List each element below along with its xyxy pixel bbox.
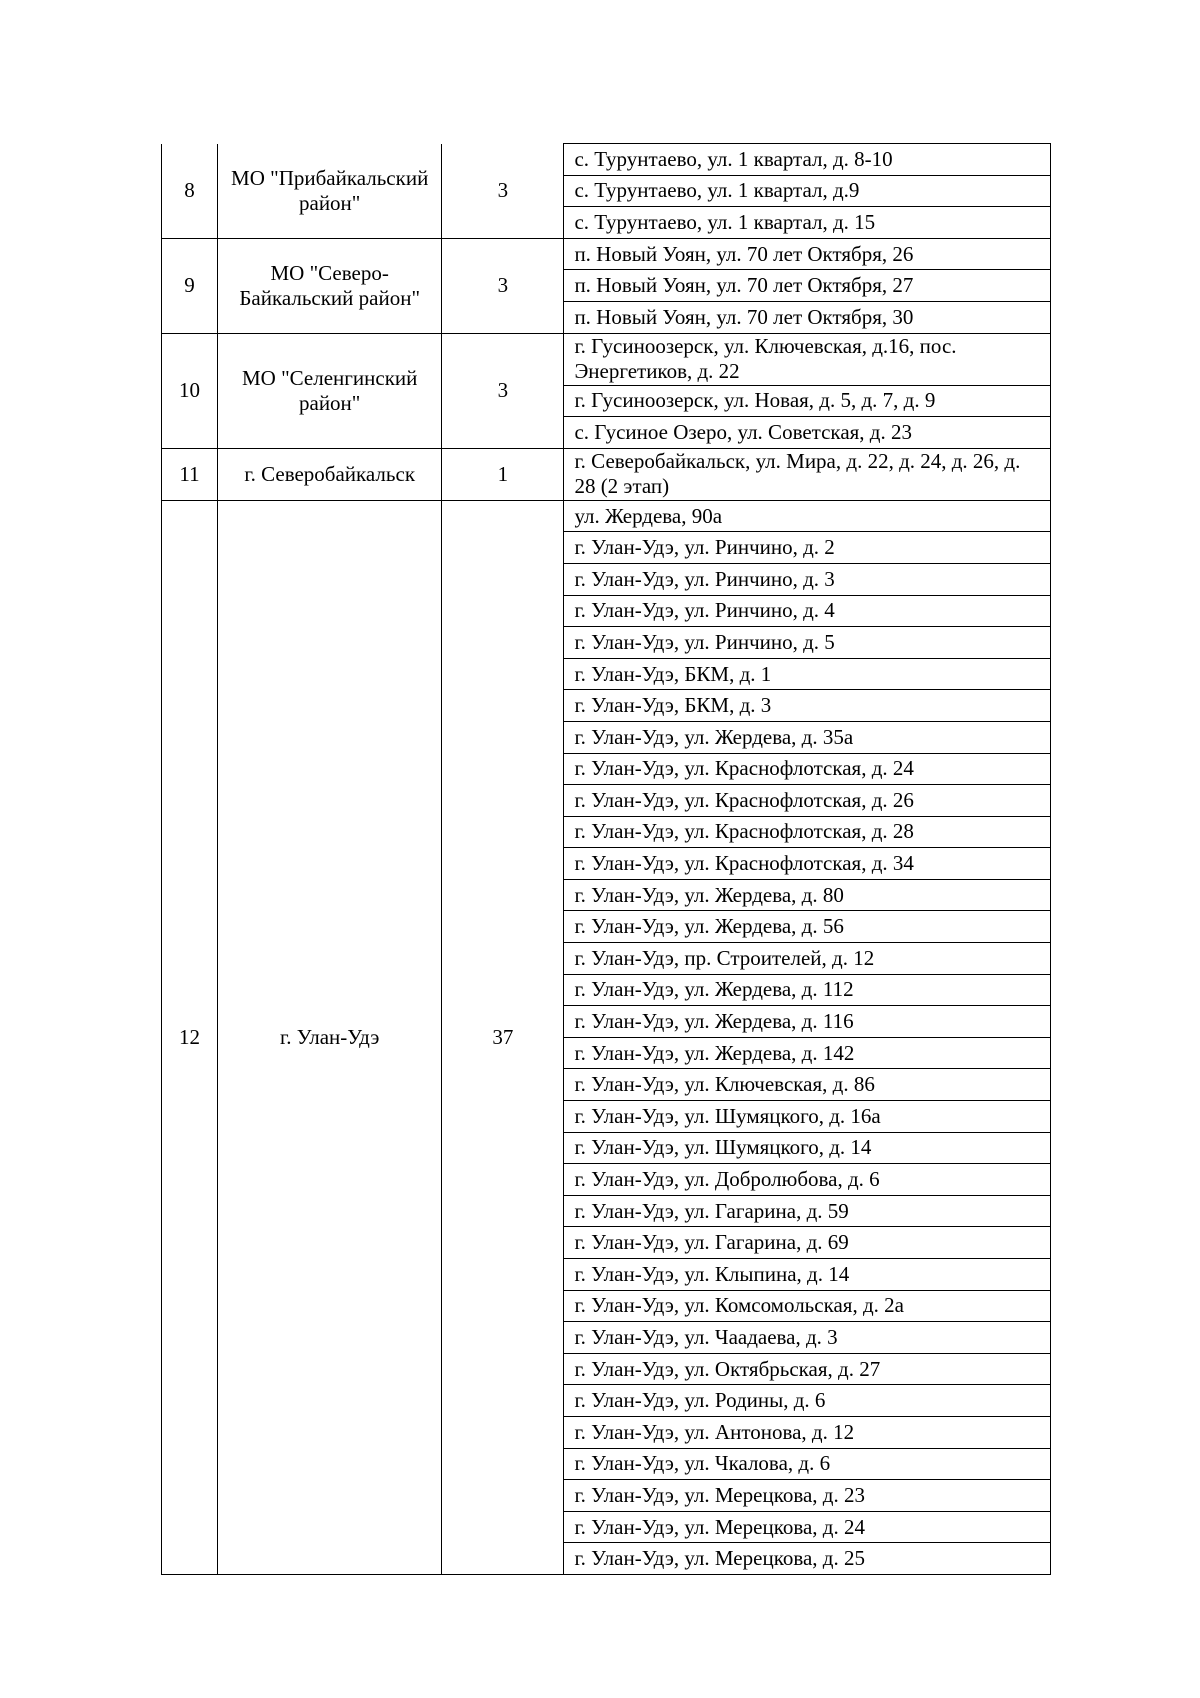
address-cell: г. Улан-Удэ, ул. Ринчино, д. 3: [564, 563, 1051, 595]
building-count: 37: [442, 500, 564, 1574]
table-row: [162, 448, 1051, 500]
address-cell: с. Гусиное Озеро, ул. Советская, д. 23: [564, 417, 1051, 449]
address-cell: г. Улан-Удэ, ул. Октябрьская, д. 27: [564, 1353, 1051, 1385]
address-cell: ул. Жердева, 90а: [564, 500, 1051, 532]
address-cell: г. Улан-Удэ, ул. Жердева, д. 80: [564, 879, 1051, 911]
row-number: 8: [162, 144, 218, 239]
address-cell: п. Новый Уоян, ул. 70 лет Октября, 26: [564, 238, 1051, 270]
address-table: [161, 143, 1051, 1575]
address-cell: г. Улан-Удэ, ул. Шумяцкого, д. 16а: [564, 1101, 1051, 1133]
address-cell: г. Улан-Удэ, ул. Мерецкова, д. 24: [564, 1511, 1051, 1543]
address-cell: с. Турунтаево, ул. 1 квартал, д. 15: [564, 207, 1051, 239]
address-cell: г. Улан-Удэ, ул. Ключевская, д. 86: [564, 1069, 1051, 1101]
address-cell: г. Улан-Удэ, ул. Чкалова, д. 6: [564, 1448, 1051, 1480]
address-cell: г. Улан-Удэ, ул. Жердева, д. 142: [564, 1037, 1051, 1069]
address-cell: г. Улан-Удэ, ул. Родины, д. 6: [564, 1385, 1051, 1417]
address-cell: г. Улан-Удэ, ул. Мерецкова, д. 23: [564, 1480, 1051, 1512]
municipality-name: МО "Селенгинский район": [218, 333, 442, 448]
address-cell: г. Улан-Удэ, ул. Чаадаева, д. 3: [564, 1322, 1051, 1354]
address-cell: г. Улан-Удэ, ул. Жердева, д. 116: [564, 1006, 1051, 1038]
address-cell: г. Улан-Удэ, ул. Жердева, д. 56: [564, 911, 1051, 943]
table-body: [162, 144, 1051, 1575]
address-cell: г. Северобайкальск, ул. Мира, д. 22, д. 24, д. 26, д. 28 (2 этап): [564, 448, 1051, 500]
table-row: [162, 238, 1051, 270]
row-number: 11: [162, 448, 218, 500]
table-row: [162, 333, 1051, 385]
building-count: 3: [442, 144, 564, 239]
address-cell: г. Улан-Удэ, БКМ, д. 1: [564, 658, 1051, 690]
address-cell: г. Улан-Удэ, ул. Жердева, д. 35а: [564, 721, 1051, 753]
address-cell: г. Улан-Удэ, ул. Гагарина, д. 59: [564, 1195, 1051, 1227]
address-cell: п. Новый Уоян, ул. 70 лет Октября, 30: [564, 301, 1051, 333]
municipality-name: МО "Северо-Байкальский район": [218, 238, 442, 333]
address-cell: с. Турунтаево, ул. 1 квартал, д. 8-10: [564, 144, 1051, 176]
building-count: 3: [442, 333, 564, 448]
address-cell: г. Улан-Удэ, ул. Антонова, д. 12: [564, 1416, 1051, 1448]
address-cell: г. Улан-Удэ, ул. Шумяцкого, д. 14: [564, 1132, 1051, 1164]
address-cell: г. Улан-Удэ, ул. Краснофлотская, д. 34: [564, 848, 1051, 880]
address-cell: г. Гусиноозерск, ул. Ключевская, д.16, пос. Энергетиков, д. 22: [564, 333, 1051, 385]
address-cell: г. Улан-Удэ, ул. Мерецкова, д. 25: [564, 1543, 1051, 1575]
address-cell: г. Гусиноозерск, ул. Новая, д. 5, д. 7, д. 9: [564, 385, 1051, 417]
address-cell: г. Улан-Удэ, ул. Добролюбова, д. 6: [564, 1164, 1051, 1196]
address-cell: г. Улан-Удэ, ул. Клыпина, д. 14: [564, 1259, 1051, 1291]
address-cell: с. Турунтаево, ул. 1 квартал, д.9: [564, 175, 1051, 207]
municipality-name: г. Северобайкальск: [218, 448, 442, 500]
address-cell: г. Улан-Удэ, ул. Ринчино, д. 5: [564, 627, 1051, 659]
address-cell: г. Улан-Удэ, ул. Ринчино, д. 2: [564, 532, 1051, 564]
row-number: 12: [162, 500, 218, 1574]
address-cell: г. Улан-Удэ, БКМ, д. 3: [564, 690, 1051, 722]
address-cell: г. Улан-Удэ, ул. Краснофлотская, д. 28: [564, 816, 1051, 848]
address-cell: г. Улан-Удэ, ул. Краснофлотская, д. 24: [564, 753, 1051, 785]
table-row: [162, 144, 1051, 176]
building-count: 1: [442, 448, 564, 500]
address-cell: г. Улан-Удэ, пр. Строителей, д. 12: [564, 943, 1051, 975]
municipality-name: г. Улан-Удэ: [218, 500, 442, 1574]
address-cell: г. Улан-Удэ, ул. Ринчино, д. 4: [564, 595, 1051, 627]
address-cell: г. Улан-Удэ, ул. Комсомольская, д. 2а: [564, 1290, 1051, 1322]
address-cell: г. Улан-Удэ, ул. Краснофлотская, д. 26: [564, 785, 1051, 817]
table-row: [162, 500, 1051, 532]
address-cell: п. Новый Уоян, ул. 70 лет Октября, 27: [564, 270, 1051, 302]
row-number: 10: [162, 333, 218, 448]
building-count: 3: [442, 238, 564, 333]
address-cell: г. Улан-Удэ, ул. Жердева, д. 112: [564, 974, 1051, 1006]
municipality-name: МО "Прибайкальский район": [218, 144, 442, 239]
address-cell: г. Улан-Удэ, ул. Гагарина, д. 69: [564, 1227, 1051, 1259]
row-number: 9: [162, 238, 218, 333]
